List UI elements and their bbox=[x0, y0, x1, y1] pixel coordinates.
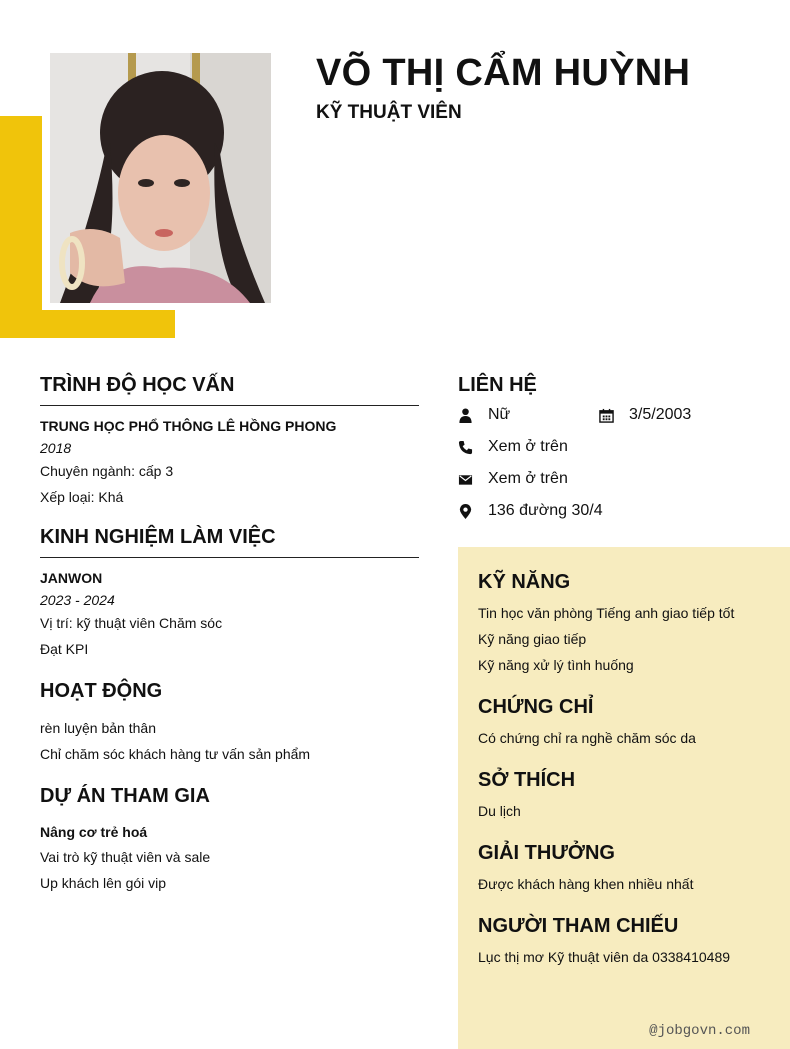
profile-photo bbox=[50, 53, 271, 303]
email-icon bbox=[458, 472, 473, 487]
birthday-value: 3/5/2003 bbox=[629, 406, 692, 423]
phone-icon bbox=[458, 440, 473, 455]
education-major: Chuyên ngành: cấp 3 bbox=[40, 463, 174, 479]
contact-gender bbox=[458, 404, 510, 426]
awards-section bbox=[478, 842, 778, 893]
certificates-title: CHỨNG CHỈ bbox=[478, 696, 594, 718]
accent-bar-horizontal bbox=[0, 310, 175, 338]
projects-title: DỰ ÁN THAM GIA bbox=[40, 785, 210, 807]
hobby-item: Du lịch bbox=[478, 803, 521, 819]
side-panel bbox=[458, 547, 790, 1049]
divider bbox=[40, 557, 419, 558]
left-column bbox=[40, 374, 419, 900]
skills-section bbox=[478, 571, 778, 674]
education-year: 2018 bbox=[40, 440, 72, 456]
address-value: 136 đường 30/4 bbox=[488, 502, 603, 519]
email-value: Xem ở trên bbox=[488, 470, 568, 487]
certificates-section bbox=[478, 696, 778, 747]
skills-title: KỸ NĂNG bbox=[478, 571, 571, 593]
contact-phone bbox=[458, 436, 568, 458]
reference-item: Lục thị mơ Kỹ thuật viên da 0338410489 bbox=[478, 949, 731, 965]
skill-item: Tin học văn phòng Tiếng anh giao tiếp tốt bbox=[478, 605, 735, 621]
experience-section bbox=[40, 526, 419, 658]
activity-item: rèn luyện bản thân bbox=[40, 720, 156, 736]
skill-item: Kỹ năng giao tiếp bbox=[478, 631, 587, 647]
education-section bbox=[40, 374, 419, 506]
projects-section bbox=[40, 785, 419, 892]
company-name: JANWON bbox=[40, 570, 103, 586]
project-name: Nâng cơ trẻ hoá bbox=[40, 824, 148, 840]
calendar-icon bbox=[599, 408, 614, 423]
education-title: TRÌNH ĐỘ HỌC VẤN bbox=[40, 374, 235, 396]
experience-detail: Đạt KPI bbox=[40, 641, 89, 657]
divider bbox=[40, 405, 419, 406]
activities-section bbox=[40, 680, 419, 763]
project-detail: Up khách lên gói vip bbox=[40, 875, 167, 891]
experience-period: 2023 - 2024 bbox=[40, 592, 115, 608]
person-icon bbox=[458, 408, 473, 423]
gender-value: Nữ bbox=[488, 406, 511, 423]
experience-title: KINH NGHIỆM LÀM VIỆC bbox=[40, 526, 276, 548]
certificate-item: Có chứng chỉ ra nghề chăm sóc da bbox=[478, 730, 696, 746]
activity-item: Chỉ chăm sóc khách hàng tư vấn sản phẩm bbox=[40, 746, 311, 762]
job-title: KỸ THUẬT VIÊN bbox=[316, 102, 462, 123]
award-item: Được khách hàng khen nhiều nhất bbox=[478, 876, 694, 892]
phone-value: Xem ở trên bbox=[488, 438, 568, 455]
contact-email bbox=[458, 468, 568, 490]
project-role: Vai trò kỹ thuật viên và sale bbox=[40, 849, 211, 865]
contact-title: LIÊN HỆ bbox=[458, 374, 537, 396]
contact-section bbox=[458, 374, 790, 519]
watermark: @jobgovn.com bbox=[649, 1023, 750, 1039]
hobbies-title: SỞ THÍCH bbox=[478, 769, 576, 791]
contact-birthday bbox=[599, 404, 691, 426]
school-name: TRUNG HỌC PHỔ THÔNG LÊ HỒNG PHONG bbox=[40, 418, 337, 434]
accent-bar-vertical bbox=[0, 116, 42, 338]
experience-position: Vị trí: kỹ thuật viên Chăm sóc bbox=[40, 615, 223, 631]
skill-item: Kỹ năng xử lý tình huống bbox=[478, 657, 634, 673]
activities-title: HOẠT ĐỘNG bbox=[40, 680, 163, 702]
side-panel-content bbox=[478, 571, 778, 974]
references-section bbox=[478, 915, 778, 966]
contact-address bbox=[458, 500, 603, 522]
references-title: NGƯỜI THAM CHIẾU bbox=[478, 915, 679, 937]
awards-title: GIẢI THƯỞNG bbox=[478, 842, 615, 864]
hobbies-section bbox=[478, 769, 778, 820]
candidate-name: VÕ THỊ CẨM HUỲNH bbox=[316, 52, 691, 94]
education-rank: Xếp loại: Khá bbox=[40, 489, 124, 505]
location-icon bbox=[458, 504, 473, 519]
